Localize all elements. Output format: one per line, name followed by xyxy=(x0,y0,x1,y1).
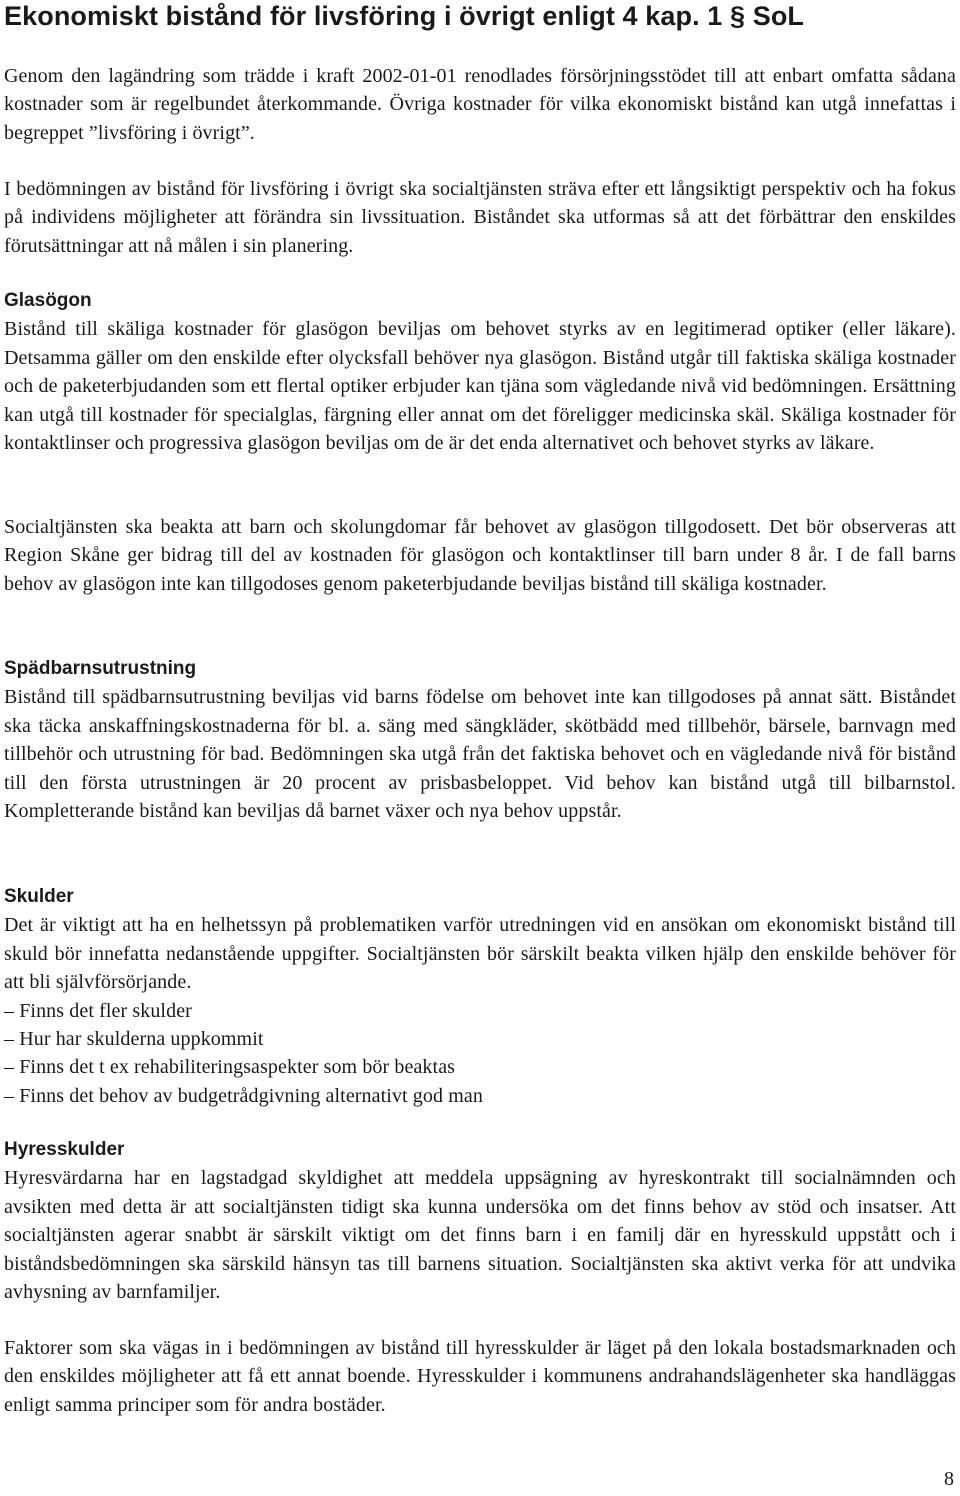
page-title: Ekonomiskt bistånd för livsföring i övrigt enligt 4 kap. 1 § SoL xyxy=(4,1,805,31)
skulder-list xyxy=(4,997,956,1111)
section-heading-hyresskulder: Hyresskulder xyxy=(4,1139,125,1160)
section-heading-glasogon: Glasögon xyxy=(4,290,92,311)
section-heading-spadbarnsutrustning: Spädbarnsutrustning xyxy=(4,658,197,679)
list-item: – Finns det t ex rehabiliteringsaspekter som bör beaktas xyxy=(4,1056,456,1079)
hyresskulder-paragraph-2: Faktorer som ska vägas in i bedömningen av bistånd till hyresskulder är läget på den lokala bostadsmarknaden och den enskildes möjligheter att få ett annat boende. Hyresskulder i kommunens andrahandslägenheter ska handläggas enligt samma principer som för andra bostäder. xyxy=(4,1337,956,1416)
glasogon-paragraph-2: Socialtjänsten ska beakta att barn och skolungdomar får behovet av glasögon tillgodosett. Det bör observeras att Region Skåne ger bidrag till del av kostnaden för glasögon och kontaktlinser till barn under 8 år. I de fall barns behov av glasögon inte kan tillgodoses genom paketerbjudande beviljas bistånd till skäliga kostnader. xyxy=(4,516,956,595)
spadbarn-paragraph: Bistånd till spädbarnsutrustning beviljas vid barns födelse om behovet inte kan tillgodoses på annat sätt. Biståndet ska täcka anskaffningskostnaderna för bl. a. säng med sängkläder, skötbädd med tillbehör, bärsele, barnvagn med tillbehör och utrustning för bad. Bedömningen ska utgå från det faktiska behovet och en vägledande nivå för bistånd till den första utrustningen är 20 procent av prisbasbeloppet. Vid behov kan bistånd utgå till bilbarnstol. Kompletterande bistånd kan beviljas då barnet växer och nya behov uppstår. xyxy=(4,686,956,823)
section-heading-skulder: Skulder xyxy=(4,886,74,907)
glasogon-paragraph-1: Bistånd till skäliga kostnader för glasögon beviljas om behovet styrks av en legitimerad optiker (eller läkare). Detsamma gäller om den enskilde efter olycksfall behöver nya glasögon. Bistånd utgår till faktiska skäliga kostnader och de paketerbjudanden som ett flertal optiker erbjuder kan tjäna som vägledande nivå vid bedömningen. Ersättning kan utgå till kostnader för specialglas, färgning eller annat om det föreligger medicinska skäl. Skäliga kostnader för kontaktlinser och progressiva glasögon beviljas om de är det enda alternativet och behovet styrks av läkare. xyxy=(4,318,956,455)
section-hyresskulder xyxy=(4,1136,956,1306)
hyresskulder-paragraph-1: Hyresvärdarna har en lagstadgad skyldighet att meddela uppsägning av hyreskontrakt till socialnämnden och avsikten med detta är att socialtjänsten tidigt ska kunna undersöka om det finns behov av stöd och insatser. Att socialtjänsten agerar snabbt är särskilt viktigt om det finns barn i en familj där en hyresskuld uppstått och i biståndsbedömningen ska särskild hänsyn tas till barnens situation. Socialtjänsten ska aktivt verka för att undvika avhysning av barnfamiljer. xyxy=(4,1167,956,1304)
list-item: – Finns det behov av budgetrådgivning alternativt god man xyxy=(4,1084,483,1107)
page-number: 8 xyxy=(944,1468,954,1490)
skulder-paragraph: Det är viktigt att ha en helhetssyn på problematiken varför utredningen vid en ansökan om ekonomiskt bistånd till skuld bör innefatta nedanstående uppgifter. Socialtjänsten bör särskilt beakta vilken hjälp den enskilde behöver för att bli självförsörjande. xyxy=(4,914,956,994)
list-item: – Hur har skulderna uppkommit xyxy=(4,1028,264,1051)
section-skulder xyxy=(4,883,956,1110)
intro-paragraph-1: Genom den lagändring som trädde i kraft 2002-01-01 renodlades försörjningsstödet till att enbart omfatta sådana kostnader som är regelbundet återkommande. Övriga kostnader för vilka ekonomiskt bistånd kan utgå innefattas i begreppet ”livsföring i övrigt”. xyxy=(4,65,956,144)
section-glasogon-cont xyxy=(4,513,956,598)
list-item: – Finns det fler skulder xyxy=(4,999,192,1022)
section-glasogon xyxy=(4,287,956,457)
intro-section xyxy=(4,62,956,147)
section-hyresskulder-cont xyxy=(4,1334,956,1419)
intro-section-2 xyxy=(4,175,956,260)
intro-paragraph-2: I bedömningen av bistånd för livsföring i övrigt ska socialtjänsten sträva efter ett långsiktigt perspektiv och ha fokus på individens möjligheter att förändra sin livssituation. Biståndet ska utformas så att det förbättrar den enskildes förutsättningar att nå målen i sin planering. xyxy=(4,178,956,257)
section-spadbarnsutrustning xyxy=(4,655,956,825)
